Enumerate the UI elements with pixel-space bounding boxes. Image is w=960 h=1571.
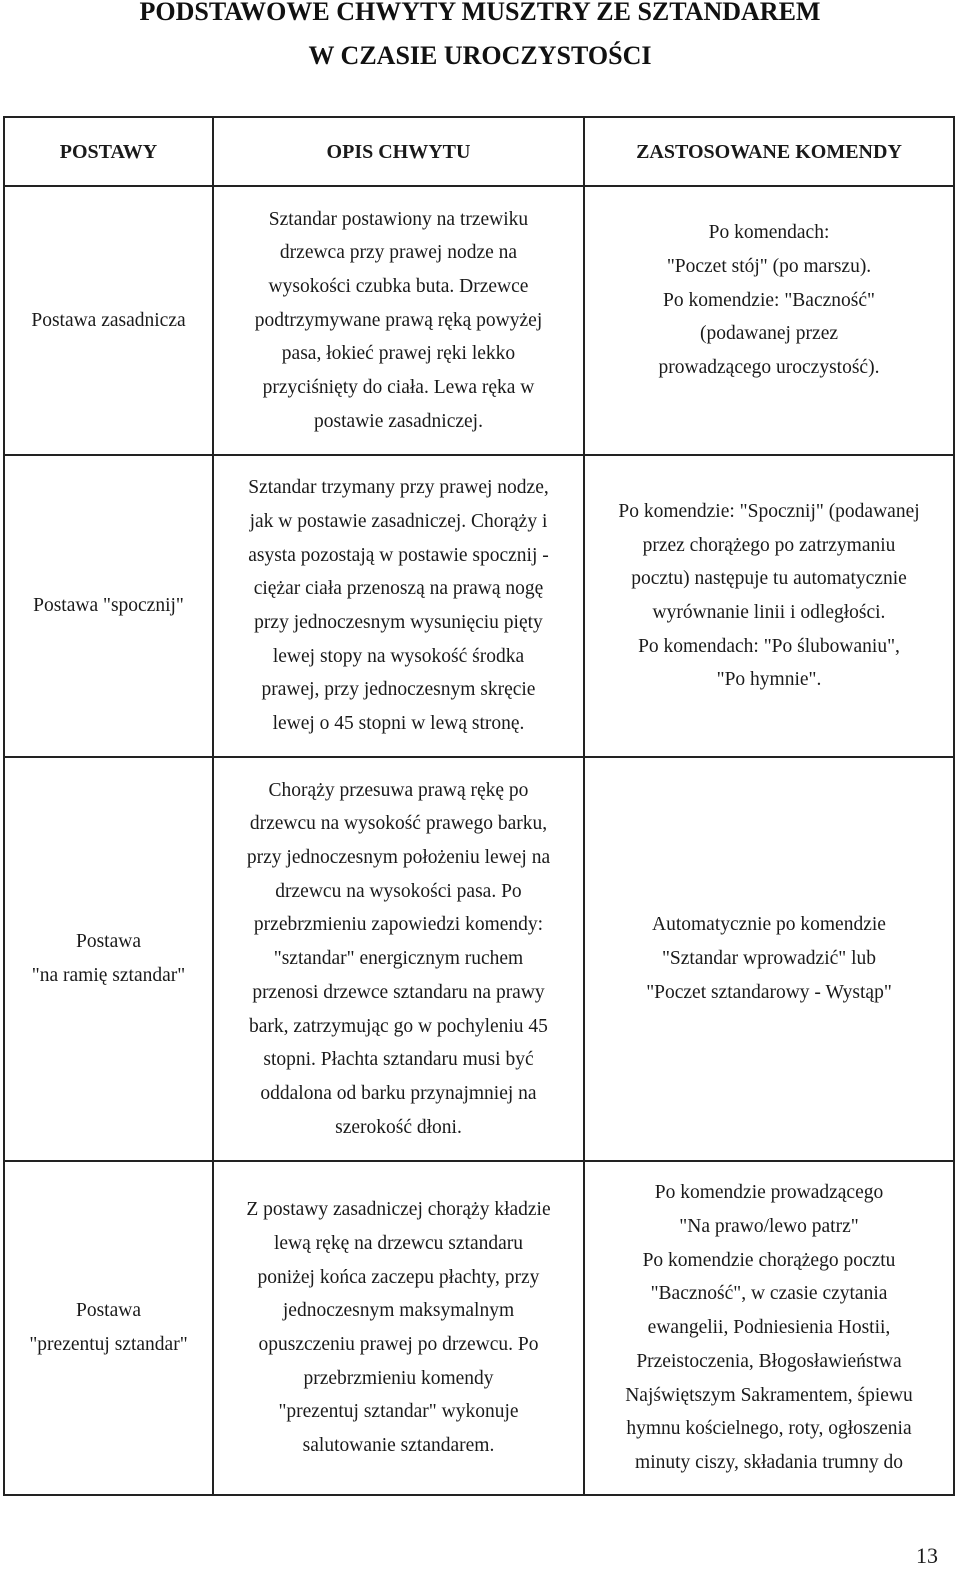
row-4-opis-text: Z postawy zasadniczej chorąży kładzie lewą rękę na drzewcu sztandaru poniżej końca zaczepu płachty, przy jednoczesnym maksymalnym opuszczeniu prawej po drzewcu. Po przebrzmieniu komendy "prezentuj sztandar" wykonuje salutowanie sztandarem. xyxy=(246,1199,551,1457)
row-3-opis-text: Chorąży przesuwa prawą rękę po drzewcu na wysokość prawego barku, przy jednoczesnym położeniu lewej na drzewcu na wysokości pasa. Po przebrzmieniu zapowiedzi komendy: "sztandar" energicznym ruchem przenosi drzewce sztandaru na prawy bark, zatrzymując go w pochyleniu 45 stopni. Płachta sztandaru musi być oddalona od barku przynajmniej na szerokość dłoni. xyxy=(246,779,551,1138)
row-3-postawa xyxy=(3,756,214,1162)
row-1-komendy xyxy=(583,185,955,456)
row-4-postawa xyxy=(3,1160,214,1496)
row-4-komendy-text: Po komendzie prowadzącego "Na prawo/lewo patrz" Po komendzie chorążego pocztu "Baczność", w czasie czytania ewangelii, Podniesienia Hostii, Przeistoczenia, Błogosławieństwa Najświętszym Sakramentem, śpiewu hymnu kościelnego, roty, ogłoszenia minuty ciszy, składania trumny do xyxy=(625,1182,913,1473)
title-line-1: PODSTAWOWE CHWYTY MUSZTRY ZE SZTANDAREM xyxy=(139,0,821,26)
row-4-opis xyxy=(212,1160,585,1496)
header-postawy xyxy=(3,116,214,187)
row-2-komendy xyxy=(583,454,955,758)
row-1-opis-text: Sztandar postawiony na trzewiku drzewca przy prawej nodze na wysokości czubka buta. Drzewce podtrzymywane prawą ręką powyżej pasa, łokieć prawej ręki lekko przyciśnięty do ciała. Lewa ręka w postawie zasadniczej. xyxy=(254,208,543,432)
title-line-2: W CZASIE UROCZYSTOŚCI xyxy=(308,41,652,70)
header-zastosowane-komendy xyxy=(583,116,955,187)
row-2-opis-text: Sztandar trzymany przy prawej nodze, jak w postawie zasadniczej. Chorąży i asysta pozostają w postawie spocznij - ciężar ciała przenoszą na prawą nogę przy jednoczesnym wysunięciu pięty lewej stopy na wysokość środka prawej, przy jednoczesnym skręcie lewej o 45 stopni w lewą stronę. xyxy=(248,477,549,735)
row-4-komendy xyxy=(583,1160,955,1496)
row-1-komendy-text: Po komendach: "Poczet stój" (po marszu). Po komendzie: "Baczność" (podawanej przez prowadzącego uroczystość). xyxy=(658,222,880,379)
row-2-komendy-text: Po komendzie: "Spocznij" (podawanej przez chorążego po zatrzymaniu pocztu) następuje tu automatycznie wyrównanie linii i odległości. Po komendach: "Po ślubowaniu", "Po hymnie". xyxy=(618,500,920,691)
header-komendy-label: ZASTOSOWANE KOMENDY xyxy=(636,140,902,163)
row-2-postawa-text: Postawa "spocznij" xyxy=(33,595,184,617)
row-1-postawa-text: Postawa zasadnicza xyxy=(31,309,186,331)
row-2-postawa xyxy=(3,454,214,758)
row-4-postawa-text: Postawa "prezentuj sztandar" xyxy=(29,1300,188,1355)
row-3-komendy xyxy=(583,756,955,1162)
row-2-opis xyxy=(212,454,585,758)
row-1-postawa xyxy=(3,185,214,456)
row-1-opis xyxy=(212,185,585,456)
header-opis-label: OPIS CHWYTU xyxy=(326,140,471,163)
row-3-opis xyxy=(212,756,585,1162)
page-number: 13 xyxy=(916,1543,938,1568)
row-3-komendy-text: Automatycznie po komendzie "Sztandar wprowadzić" lub "Poczet sztandarowy - Wystąp" xyxy=(646,914,892,1003)
row-3-postawa-text: Postawa "na ramię sztandar" xyxy=(31,931,186,986)
header-opis-chwytu xyxy=(212,116,585,187)
header-postawy-label: POSTAWY xyxy=(59,140,158,163)
